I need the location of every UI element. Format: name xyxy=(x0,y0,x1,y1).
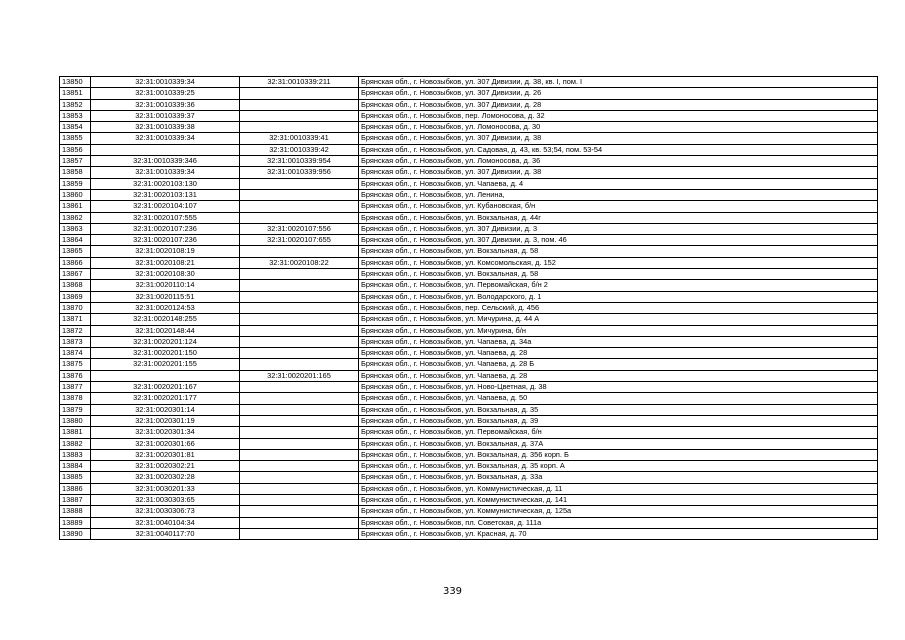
table-row xyxy=(60,438,878,449)
object-cadastral-number-cell xyxy=(240,325,359,336)
cadastral-number-cell: 32:31:0020201:150 xyxy=(91,348,240,359)
cadastral-number-cell: 32:31:0020108:19 xyxy=(91,246,240,257)
table-row xyxy=(60,257,878,268)
object-cadastral-number-cell: 32:31:0010339:42 xyxy=(240,144,359,155)
row-number-cell: 13866 xyxy=(60,257,91,268)
table-row xyxy=(60,314,878,325)
address-cell: Брянская обл., г. Новозыбков, ул. 307 Дивизии, д. 3 xyxy=(359,223,878,234)
address-cell: Брянская обл., г. Новозыбков, ул. Комсомольская, д. 152 xyxy=(359,257,878,268)
address-cell: Брянская обл., г. Новозыбков, ул. Вокзальная, д. 58 xyxy=(359,246,878,257)
cadastral-number-cell: 32:31:0020103:131 xyxy=(91,189,240,200)
table-row xyxy=(60,133,878,144)
cadastral-number-cell: 32:31:0020302:21 xyxy=(91,461,240,472)
address-cell: Брянская обл., г. Новозыбков, ул. Вокзальная, д. 356 корп. Б xyxy=(359,449,878,460)
object-cadastral-number-cell xyxy=(240,336,359,347)
address-cell: Брянская обл., г. Новозыбков, ул. Красная, д. 70 xyxy=(359,528,878,539)
address-cell: Брянская обл., г. Новозыбков, ул. Чапаева, д. 28 xyxy=(359,348,878,359)
cadastral-number-cell: 32:31:0020301:34 xyxy=(91,427,240,438)
row-number-cell: 13876 xyxy=(60,370,91,381)
object-cadastral-number-cell xyxy=(240,483,359,494)
table-row xyxy=(60,325,878,336)
address-cell: Брянская обл., г. Новозыбков, ул. 307 Дивизии, д. 38 xyxy=(359,167,878,178)
row-number-cell: 13890 xyxy=(60,528,91,539)
row-number-cell: 13855 xyxy=(60,133,91,144)
table-row xyxy=(60,167,878,178)
cadastral-number-cell: 32:31:0020301:14 xyxy=(91,404,240,415)
address-cell: Брянская обл., г. Новозыбков, ул. Кубановская, б/н xyxy=(359,201,878,212)
row-number-cell: 13879 xyxy=(60,404,91,415)
object-cadastral-number-cell xyxy=(240,393,359,404)
object-cadastral-number-cell xyxy=(240,314,359,325)
table-row xyxy=(60,348,878,359)
object-cadastral-number-cell: 32:31:0020201:165 xyxy=(240,370,359,381)
row-number-cell: 13888 xyxy=(60,506,91,517)
address-cell: Брянская обл., г. Новозыбков, ул. Ломоносова, д. 36 xyxy=(359,156,878,167)
table-row xyxy=(60,88,878,99)
row-number-cell: 13858 xyxy=(60,167,91,178)
address-cell: Брянская обл., г. Новозыбков, ул. Вокзальная, д. 44г xyxy=(359,212,878,223)
cadastral-number-cell: 32:31:0020107:555 xyxy=(91,212,240,223)
address-cell: Брянская обл., г. Новозыбков, ул. Вокзальная, д. 39 xyxy=(359,415,878,426)
row-number-cell: 13857 xyxy=(60,156,91,167)
table-row xyxy=(60,517,878,528)
cadastral-number-cell: 32:31:0020124:53 xyxy=(91,302,240,313)
object-cadastral-number-cell xyxy=(240,302,359,313)
table-row xyxy=(60,528,878,539)
cadastral-number-cell: 32:31:0020104:107 xyxy=(91,201,240,212)
cadastral-number-cell: 32:31:0020201:124 xyxy=(91,336,240,347)
row-number-cell: 13864 xyxy=(60,235,91,246)
table-row xyxy=(60,223,878,234)
row-number-cell: 13883 xyxy=(60,449,91,460)
address-cell: Брянская обл., г. Новозыбков, ул. 307 Дивизии, д. 26 xyxy=(359,88,878,99)
table-row xyxy=(60,122,878,133)
table-row xyxy=(60,110,878,121)
object-cadastral-number-cell xyxy=(240,427,359,438)
object-cadastral-number-cell xyxy=(240,280,359,291)
row-number-cell: 13882 xyxy=(60,438,91,449)
address-cell: Брянская обл., г. Новозыбков, ул. Ломоносова, д. 30 xyxy=(359,122,878,133)
address-cell: Брянская обл., г. Новозыбков, ул. Вокзальная, д. 37А xyxy=(359,438,878,449)
object-cadastral-number-cell: 32:31:0020107:655 xyxy=(240,235,359,246)
cadastral-number-cell: 32:31:0040117:70 xyxy=(91,528,240,539)
table-row xyxy=(60,291,878,302)
object-cadastral-number-cell xyxy=(240,528,359,539)
cadastral-number-cell: 32:31:0010339:34 xyxy=(91,77,240,88)
table-row xyxy=(60,235,878,246)
address-cell: Брянская обл., г. Новозыбков, ул. 307 Дивизии, д. 3, пом. 46 xyxy=(359,235,878,246)
row-number-cell: 13850 xyxy=(60,77,91,88)
cadastral-number-cell: 32:31:0020302:28 xyxy=(91,472,240,483)
address-cell: Брянская обл., г. Новозыбков, ул. Первомайская, б/н 2 xyxy=(359,280,878,291)
row-number-cell: 13871 xyxy=(60,314,91,325)
address-cell: Брянская обл., г. Новозыбков, ул. Вокзальная, д. 35 xyxy=(359,404,878,415)
row-number-cell: 13854 xyxy=(60,122,91,133)
object-cadastral-number-cell xyxy=(240,269,359,280)
row-number-cell: 13874 xyxy=(60,348,91,359)
address-cell: Брянская обл., г. Новозыбков, ул. 307 Дивизии, д. 28 xyxy=(359,99,878,110)
row-number-cell: 13869 xyxy=(60,291,91,302)
cadastral-number-cell: 32:31:0010339:34 xyxy=(91,133,240,144)
object-cadastral-number-cell xyxy=(240,212,359,223)
table-row xyxy=(60,269,878,280)
cadastral-number-cell: 32:31:0020201:155 xyxy=(91,359,240,370)
table-row xyxy=(60,201,878,212)
table-row xyxy=(60,382,878,393)
table-row xyxy=(60,494,878,505)
address-cell: Брянская обл., г. Новозыбков, ул. Первомайская, б/н xyxy=(359,427,878,438)
cadastral-number-cell: 32:31:0020201:167 xyxy=(91,382,240,393)
cadastral-number-cell: 32:31:0020115:51 xyxy=(91,291,240,302)
cadastral-number-cell: 32:31:0010339:34 xyxy=(91,167,240,178)
row-number-cell: 13889 xyxy=(60,517,91,528)
object-cadastral-number-cell: 32:31:0010339:211 xyxy=(240,77,359,88)
address-cell: Брянская обл., г. Новозыбков, пер. Ломоносова, д. 32 xyxy=(359,110,878,121)
cadastral-number-cell: 32:31:0020110:14 xyxy=(91,280,240,291)
address-cell: Брянская обл., г. Новозыбков, ул. 307 Дивизии, д. 38 xyxy=(359,133,878,144)
table-row xyxy=(60,212,878,223)
row-number-cell: 13887 xyxy=(60,494,91,505)
object-cadastral-number-cell xyxy=(240,438,359,449)
object-cadastral-number-cell xyxy=(240,517,359,528)
object-cadastral-number-cell xyxy=(240,291,359,302)
address-cell: Брянская обл., г. Новозыбков, ул. Садовая, д. 43, кв. 53;54, пом. 53-54 xyxy=(359,144,878,155)
row-number-cell: 13859 xyxy=(60,178,91,189)
row-number-cell: 13884 xyxy=(60,461,91,472)
cadastral-number-cell: 32:31:0020301:19 xyxy=(91,415,240,426)
cadastral-number-cell: 32:31:0010339:36 xyxy=(91,99,240,110)
row-number-cell: 13860 xyxy=(60,189,91,200)
address-cell: Брянская обл., г. Новозыбков, ул. Мичурина, д. 44 А xyxy=(359,314,878,325)
row-number-cell: 13868 xyxy=(60,280,91,291)
cadastral-number-cell xyxy=(91,370,240,381)
cadastral-number-cell: 32:31:0010339:37 xyxy=(91,110,240,121)
address-cell: Брянская обл., г. Новозыбков, ул. Володарского, д. 1 xyxy=(359,291,878,302)
object-cadastral-number-cell xyxy=(240,506,359,517)
registry-table-body xyxy=(60,77,878,540)
cadastral-number-cell: 32:31:0010339:25 xyxy=(91,88,240,99)
object-cadastral-number-cell: 32:31:0020108:22 xyxy=(240,257,359,268)
row-number-cell: 13856 xyxy=(60,144,91,155)
row-number-cell: 13881 xyxy=(60,427,91,438)
cadastral-number-cell: 32:31:0020103:130 xyxy=(91,178,240,189)
cadastral-number-cell: 32:31:0020107:236 xyxy=(91,223,240,234)
table-row xyxy=(60,506,878,517)
cadastral-number-cell xyxy=(91,144,240,155)
object-cadastral-number-cell: 32:31:0020107:556 xyxy=(240,223,359,234)
table-row xyxy=(60,415,878,426)
address-cell: Брянская обл., г. Новозыбков, ул. Чапаева, д. 28 Б xyxy=(359,359,878,370)
row-number-cell: 13885 xyxy=(60,472,91,483)
object-cadastral-number-cell xyxy=(240,178,359,189)
row-number-cell: 13863 xyxy=(60,223,91,234)
address-cell: Брянская обл., г. Новозыбков, ул. Вокзальная, д. 58 xyxy=(359,269,878,280)
table-row xyxy=(60,393,878,404)
address-cell: Брянская обл., г. Новозыбков, ул. Ново-Цветная, д. 38 xyxy=(359,382,878,393)
cadastral-number-cell: 32:31:0030306:73 xyxy=(91,506,240,517)
row-number-cell: 13877 xyxy=(60,382,91,393)
cadastral-number-cell: 32:31:0020201:177 xyxy=(91,393,240,404)
table-row xyxy=(60,483,878,494)
object-cadastral-number-cell xyxy=(240,122,359,133)
cadastral-number-cell: 32:31:0020301:81 xyxy=(91,449,240,460)
object-cadastral-number-cell xyxy=(240,494,359,505)
table-row xyxy=(60,302,878,313)
address-cell: Брянская обл., г. Новозыбков, ул. Коммунистическая, д. 125а xyxy=(359,506,878,517)
table-row xyxy=(60,336,878,347)
object-cadastral-number-cell xyxy=(240,348,359,359)
cadastral-number-cell: 32:31:0040104:34 xyxy=(91,517,240,528)
object-cadastral-number-cell xyxy=(240,382,359,393)
row-number-cell: 13851 xyxy=(60,88,91,99)
cadastral-number-cell: 32:31:0010339:346 xyxy=(91,156,240,167)
table-row xyxy=(60,427,878,438)
row-number-cell: 13878 xyxy=(60,393,91,404)
row-number-cell: 13880 xyxy=(60,415,91,426)
object-cadastral-number-cell xyxy=(240,246,359,257)
address-cell: Брянская обл., г. Новозыбков, ул. Вокзальная, д. 35 корп. А xyxy=(359,461,878,472)
object-cadastral-number-cell xyxy=(240,88,359,99)
row-number-cell: 13867 xyxy=(60,269,91,280)
address-cell: Брянская обл., г. Новозыбков, ул. Коммунистическая, д. 141 xyxy=(359,494,878,505)
cadastral-number-cell: 32:31:0030303:65 xyxy=(91,494,240,505)
row-number-cell: 13861 xyxy=(60,201,91,212)
object-cadastral-number-cell xyxy=(240,404,359,415)
table-row xyxy=(60,370,878,381)
address-cell: Брянская обл., г. Новозыбков, пер. Сельский, д. 456 xyxy=(359,302,878,313)
table-row xyxy=(60,472,878,483)
row-number-cell: 13852 xyxy=(60,99,91,110)
object-cadastral-number-cell xyxy=(240,99,359,110)
row-number-cell: 13862 xyxy=(60,212,91,223)
object-cadastral-number-cell: 32:31:0010339:956 xyxy=(240,167,359,178)
table-row xyxy=(60,246,878,257)
row-number-cell: 13870 xyxy=(60,302,91,313)
registry-table xyxy=(59,76,878,540)
row-number-cell: 13886 xyxy=(60,483,91,494)
cadastral-number-cell: 32:31:0030201:33 xyxy=(91,483,240,494)
cadastral-number-cell: 32:31:0020148:44 xyxy=(91,325,240,336)
row-number-cell: 13853 xyxy=(60,110,91,121)
object-cadastral-number-cell: 32:31:0010339:954 xyxy=(240,156,359,167)
object-cadastral-number-cell xyxy=(240,189,359,200)
row-number-cell: 13872 xyxy=(60,325,91,336)
object-cadastral-number-cell xyxy=(240,359,359,370)
row-number-cell: 13875 xyxy=(60,359,91,370)
object-cadastral-number-cell: 32:31:0010339:41 xyxy=(240,133,359,144)
table-row xyxy=(60,189,878,200)
table-row xyxy=(60,449,878,460)
address-cell: Брянская обл., г. Новозыбков, ул. Чапаева, д. 50 xyxy=(359,393,878,404)
object-cadastral-number-cell xyxy=(240,110,359,121)
address-cell: Брянская обл., г. Новозыбков, ул. Коммунистическая, д. 11 xyxy=(359,483,878,494)
object-cadastral-number-cell xyxy=(240,201,359,212)
object-cadastral-number-cell xyxy=(240,472,359,483)
cadastral-number-cell: 32:31:0020107:236 xyxy=(91,235,240,246)
table-row xyxy=(60,77,878,88)
table-row xyxy=(60,144,878,155)
table-row xyxy=(60,359,878,370)
table-row xyxy=(60,156,878,167)
cadastral-number-cell: 32:31:0020301:66 xyxy=(91,438,240,449)
address-cell: Брянская обл., г. Новозыбков, ул. Чапаева, д. 28 xyxy=(359,370,878,381)
address-cell: Брянская обл., г. Новозыбков, ул. Мичурина, б/н xyxy=(359,325,878,336)
address-cell: Брянская обл., г. Новозыбков, ул. Ленина, xyxy=(359,189,878,200)
address-cell: Брянская обл., г. Новозыбков, ул. 307 Дивизии, д. 38, кв. I, пом. I xyxy=(359,77,878,88)
cadastral-number-cell: 32:31:0020148:255 xyxy=(91,314,240,325)
object-cadastral-number-cell xyxy=(240,449,359,460)
row-number-cell: 13865 xyxy=(60,246,91,257)
object-cadastral-number-cell xyxy=(240,415,359,426)
address-cell: Брянская обл., г. Новозыбков, ул. Чапаева, д. 4 xyxy=(359,178,878,189)
table-row xyxy=(60,178,878,189)
table-row xyxy=(60,280,878,291)
address-cell: Брянская обл., г. Новозыбков, ул. Чапаева, д. 34а xyxy=(359,336,878,347)
object-cadastral-number-cell xyxy=(240,461,359,472)
table-row xyxy=(60,99,878,110)
address-cell: Брянская обл., г. Новозыбков, пл. Советская, д. 111а xyxy=(359,517,878,528)
cadastral-number-cell: 32:31:0010339:38 xyxy=(91,122,240,133)
row-number-cell: 13873 xyxy=(60,336,91,347)
table-row xyxy=(60,404,878,415)
table-row xyxy=(60,461,878,472)
address-cell: Брянская обл., г. Новозыбков, ул. Вокзальная, д. 33а xyxy=(359,472,878,483)
cadastral-number-cell: 32:31:0020108:21 xyxy=(91,257,240,268)
cadastral-number-cell: 32:31:0020108:30 xyxy=(91,269,240,280)
page-number: 339 xyxy=(442,586,463,597)
